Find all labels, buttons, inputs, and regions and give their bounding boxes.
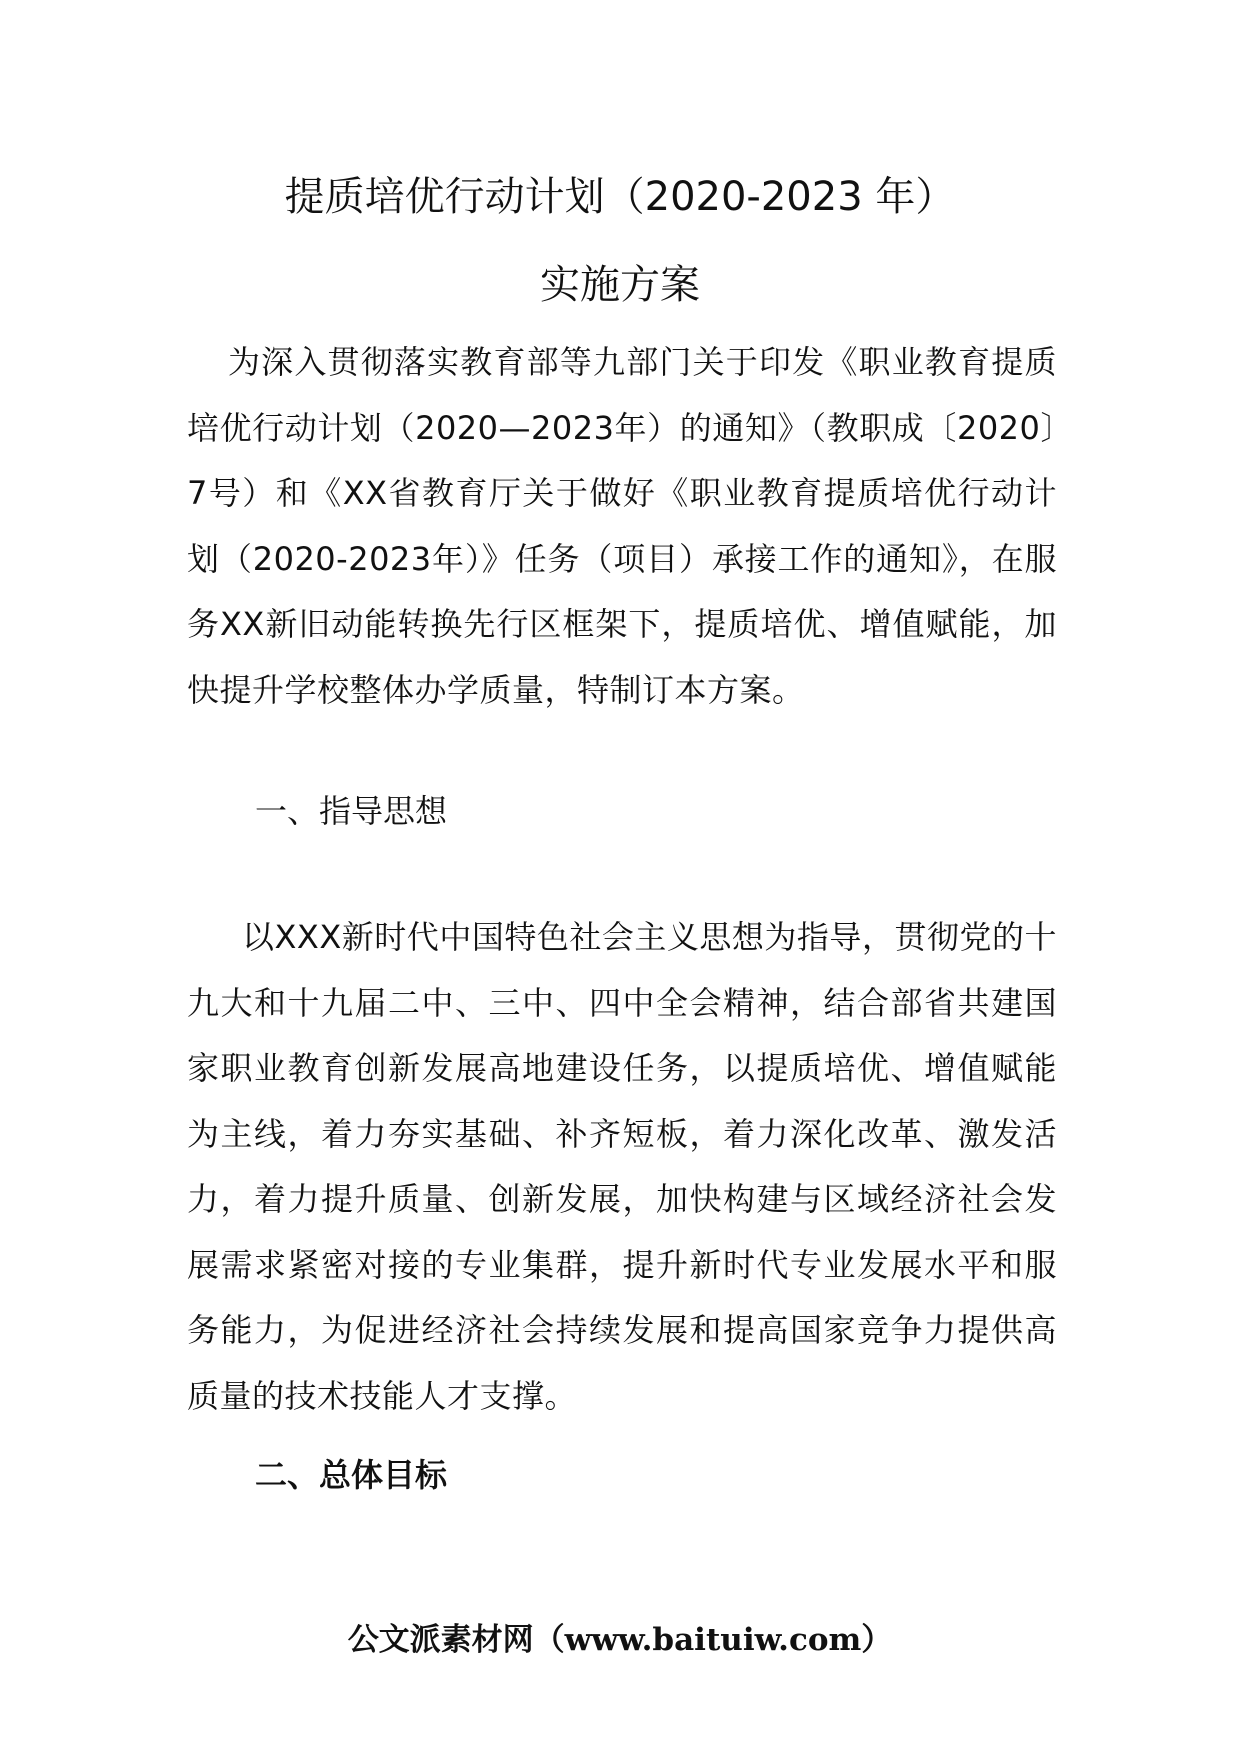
guiding-ideology-paragraph: 以XXX新时代中国特色社会主义思想为指导，贯彻党的十九大和十九届二中、三中、四中全会精神，结合部省共建国家职业教育创新发展高地建设任务，以提质培优、增值赋能为主线，着力夯实基础、补齐短板，着力深化改革、激发活力，着力提升质量、创新发展，加快构建与区域经济社会发展需求紧密对接的专业集群，提升新时代专业发展水平和服务能力，为促进经济社会持续发展和提高国家竞争力提供高质量的技术技能人才支撑。 [187,918,1057,1415]
intro-paragraph: 为深入贯彻落实教育部等九部门关于印发《职业教育提质培优行动计划（2020—2023年）的通知》（教职成〔2020〕7号）和《XX省教育厅关于做好《职业教育提质培优行动计划（2020-2023年）》任务（项目）承接工作的通知》，在服务XX新旧动能转换先行区框架下，提质培优、增值赋能，加快提升学校整体办学质量，特制订本方案。 [187,343,1057,709]
section-heading-guiding-ideology: 一、指导思想 [255,792,448,830]
document-title-line-1: 提质培优行动计划（2020-2023 年） [284,174,956,220]
footer-watermark-text: 公文派素材网（www.baituiw.com） [347,1622,893,1658]
section-heading-overall-goals: 二、总体目标 [255,1456,448,1494]
document-title-line-2: 实施方案 [540,262,700,308]
